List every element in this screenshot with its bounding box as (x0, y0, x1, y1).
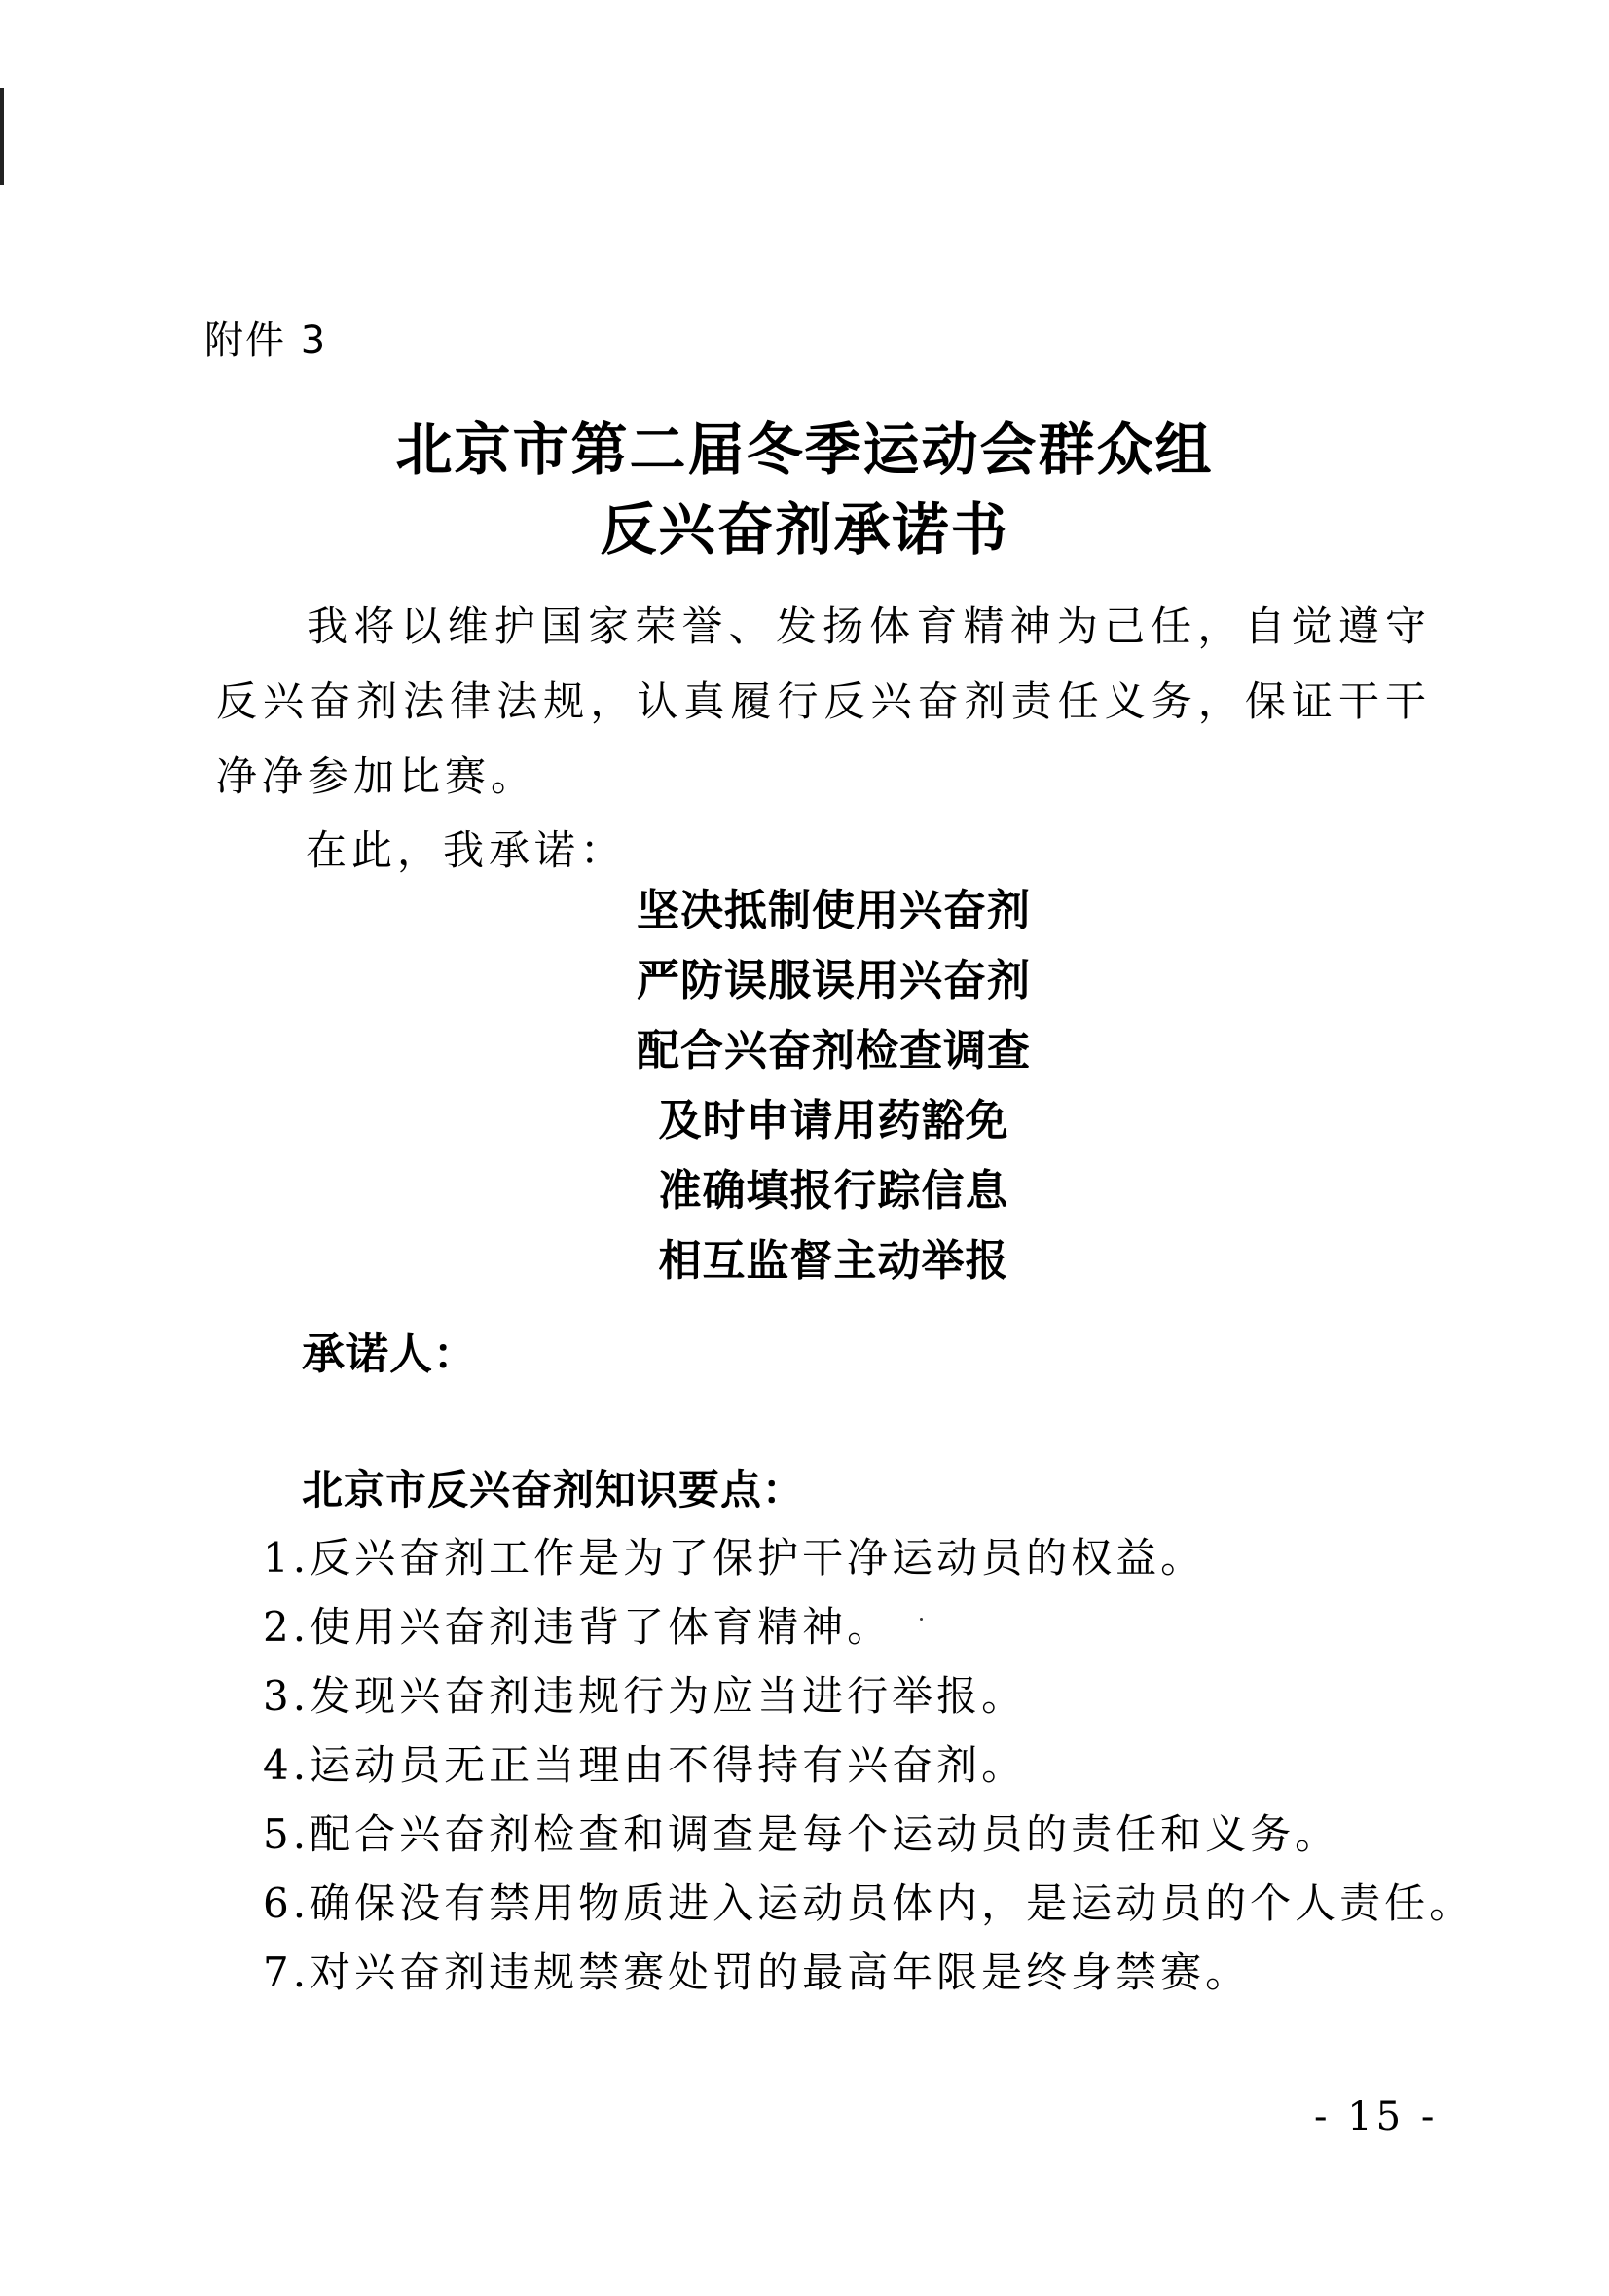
page-number: - 15 - (1314, 2095, 1439, 2139)
stray-dot (920, 1618, 923, 1621)
pledge-list (0, 876, 1609, 1296)
knowledge-item: 4.运动员无正当理由不得持有兴奋剂。 (263, 1741, 1027, 1789)
knowledge-item: 3.发现兴奋剂违规行为应当进行举报。 (263, 1672, 1027, 1720)
pledge-item: 相互监督主动举报 (658, 1236, 1009, 1286)
pledge-item: 坚决抵制使用兴奋剂 (637, 886, 1031, 935)
intro-paragraph-text: 我将以维护国家荣誉、发扬体育精神为己任，自觉遵守反兴奋剂法律法规，认真履行反兴奋剂责任义务，保证干干净净参加比赛。 (216, 602, 1431, 800)
pledge-item: 严防误服误用兴奋剂 (637, 956, 1031, 1005)
title-line-2: 反兴奋剂承诺书 (600, 496, 1009, 563)
signer-label: 承诺人： (302, 1330, 477, 1379)
attachment-label: 附件 3 (204, 318, 328, 363)
knowledge-item: 6.确保没有禁用物质进入运动员体内，是运动员的个人责任。 (263, 1879, 1475, 1927)
title-line-1: 北京市第二届冬季运动会群众组 (395, 417, 1214, 483)
knowledge-heading: 北京市反兴奋剂知识要点： (302, 1466, 805, 1513)
pledge-item: 配合兴奋剂检查调查 (637, 1026, 1031, 1075)
pledge-item: 及时申请用药豁免 (658, 1096, 1009, 1146)
intro-paragraph (216, 589, 1431, 814)
knowledge-item: 2.使用兴奋剂违背了体育精神。 (263, 1603, 893, 1651)
scan-edge-mark (0, 88, 4, 185)
herein-text: 在此，我承诺： (306, 826, 627, 874)
knowledge-item: 7.对兴奋剂违规禁赛处罚的最高年限是终身禁赛。 (263, 1949, 1251, 1996)
knowledge-item: 5.配合兴奋剂检查和调查是每个运动员的责任和义务。 (263, 1810, 1340, 1858)
knowledge-item: 1.反兴奋剂工作是为了保护干净运动员的权益。 (263, 1534, 1206, 1582)
knowledge-list (263, 1523, 1480, 2007)
pledge-item: 准确填报行踪信息 (658, 1166, 1009, 1216)
